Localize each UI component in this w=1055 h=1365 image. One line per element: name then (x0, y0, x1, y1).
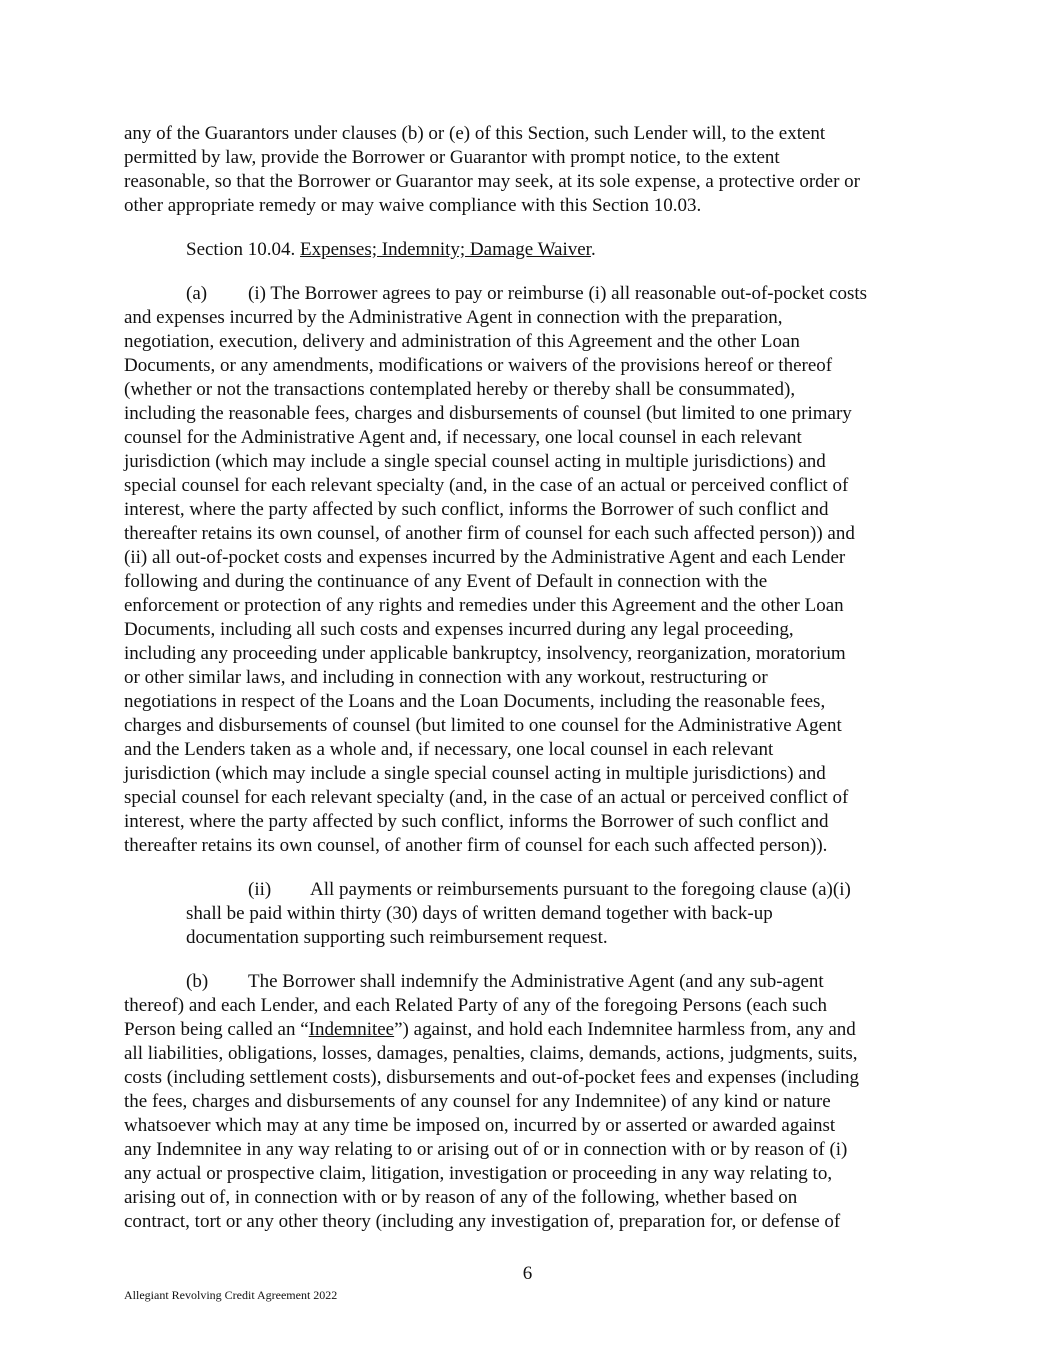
text-line: jurisdiction (which may include a single special counsel acting in multiple jurisdictions) and (124, 451, 826, 472)
text-line: (b) The Borrower shall indemnify the Administrative Agent (and any sub-agent (186, 971, 824, 992)
clause-label: (a) (186, 283, 208, 304)
text-line: any of the Guarantors under clauses (b) or (e) of this Section, such Lender will, to the extent (124, 123, 826, 144)
text-line: whatsoever which may at any time be imposed on, incurred by or asserted or awarded against (124, 1115, 836, 1136)
text-line: jurisdiction (which may include a single special counsel acting in multiple jurisdictions) and (124, 763, 826, 784)
text-line: counsel for the Administrative Agent and, if necessary, one local counsel in each relevant (124, 427, 802, 448)
text-line: and the Lenders taken as a whole and, if necessary, one local counsel in each relevant (124, 739, 774, 760)
text-line: charges and disbursements of counsel (but limited to one counsel for the Administrative Agent (124, 715, 842, 736)
text-line: any actual or prospective claim, litigation, investigation or proceeding in any way relating to, (124, 1163, 833, 1184)
text-line: negotiation, execution, delivery and administration of this Agreement and the other Loan (124, 331, 800, 352)
text-line: thereafter retains its own counsel, of another firm of counsel for each such affected person)). (124, 835, 828, 856)
paragraph-clause-a-ii (124, 878, 944, 950)
text-line: special counsel for each relevant specialty (and, in the case of an actual or perceived conflict of (124, 475, 849, 496)
document-body (124, 122, 944, 1254)
text-line: thereof) and each Lender, and each Related Party of any of the foregoing Persons (each such (124, 995, 827, 1016)
page-number: 6 (522, 1263, 533, 1284)
text-line: Person being called an “Indemnitee”) against, and hold each Indemnitee harmless from, any and (124, 1019, 856, 1040)
text-line: special counsel for each relevant specialty (and, in the case of an actual or perceived conflict of (124, 787, 849, 808)
text-line: or other similar laws, and including in connection with any workout, restructuring or (124, 667, 768, 688)
text-line: reasonable, so that the Borrower or Guarantor may seek, at its sole expense, a protective order or (124, 171, 860, 192)
text-line: including any proceeding under applicable bankruptcy, insolvency, reorganization, moratorium (124, 643, 846, 664)
text-line: interest, where the party affected by such conflict, informs the Borrower of such conflict and (124, 811, 829, 832)
text-line: negotiations in respect of the Loans and the Loan Documents, including the reasonable fees, (124, 691, 826, 712)
text-line: (a) (i) The Borrower agrees to pay or reimburse (i) all reasonable out-of-pocket costs (186, 283, 868, 304)
paragraph-carryover (124, 122, 944, 218)
paragraph-clause-b (124, 970, 944, 1234)
text-line: enforcement or protection of any rights and remedies under this Agreement and the other Loan (124, 595, 844, 616)
text-line: permitted by law, provide the Borrower or Guarantor with prompt notice, to the extent (124, 147, 780, 168)
text-line: documentation supporting such reimbursement request. (186, 927, 608, 948)
text-line: any Indemnitee in any way relating to or arising out of or in connection with or by reason of (i) (124, 1139, 848, 1160)
footer-text: Allegiant Revolving Credit Agreement 2022 (124, 1288, 338, 1302)
text-line: Documents, including all such costs and expenses incurred during any legal proceeding, (124, 619, 794, 640)
text-line: contract, tort or any other theory (including any investigation of, preparation for, or defense of (124, 1211, 841, 1232)
clause-label: (ii) (248, 879, 272, 900)
text-line: costs (including settlement costs), disbursements and out-of-pocket fees and expenses (including (124, 1067, 860, 1088)
text-line: other appropriate remedy or may waive compliance with this Section 10.03. (124, 195, 702, 216)
text-line: arising out of, in connection with or by reason of any of the following, whether based on (124, 1187, 798, 1208)
text-line: Documents, or any amendments, modifications or waivers of the provisions hereof or thereof (124, 355, 833, 376)
paragraph-clause-a (124, 282, 944, 858)
text-line: all liabilities, obligations, losses, damages, penalties, claims, demands, actions, judgments, suits, (124, 1043, 858, 1064)
text-line: the fees, charges and disbursements of any counsel for any Indemnitee) of any kind or nature (124, 1091, 831, 1112)
underlined-term: Expenses; Indemnity; Damage Waiver (300, 239, 591, 260)
underlined-term: Indemnitee (308, 1019, 395, 1040)
text-line: (ii) all out-of-pocket costs and expenses incurred by the Administrative Agent and each Lender (124, 547, 846, 568)
text-line: following and during the continuance of any Event of Default in connection with the (124, 571, 768, 592)
text-line: shall be paid within thirty (30) days of written demand together with back-up (186, 903, 773, 924)
text-line: thereafter retains its own counsel, of another firm of counsel for each such affected person)) and (124, 523, 855, 544)
clause-label: (b) (186, 971, 209, 992)
text-line: including the reasonable fees, charges and disbursements of counsel (but limited to one primary (124, 403, 852, 424)
text-line: and expenses incurred by the Administrative Agent in connection with the preparation, (124, 307, 783, 328)
text-line: interest, where the party affected by such conflict, informs the Borrower of such conflict and (124, 499, 829, 520)
paragraph-section-heading (124, 238, 944, 262)
text-line: (ii) All payments or reimbursements pursuant to the foregoing clause (a)(i) (248, 879, 851, 900)
text-line: (whether or not the transactions contemplated hereby or thereby shall be consummated), (124, 379, 796, 400)
text-line: Section 10.04. Expenses; Indemnity; Damage Waiver. (186, 239, 596, 260)
